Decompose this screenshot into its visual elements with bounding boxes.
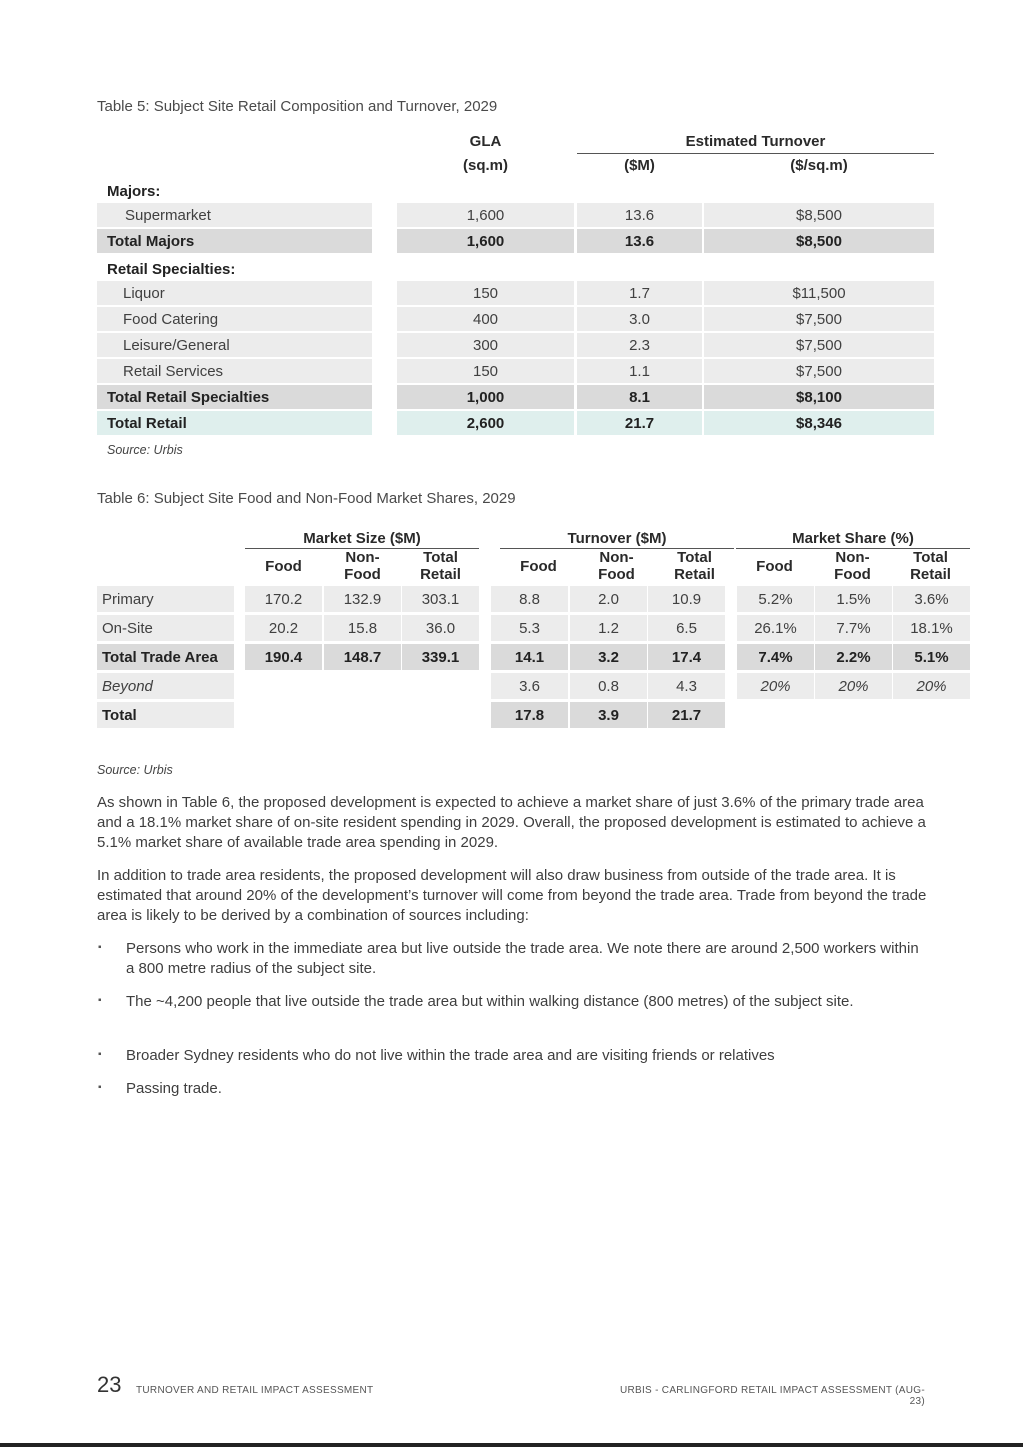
table5-total-specialties-gla: 1,000 (397, 385, 574, 409)
table6-cell: 6.5 (648, 615, 725, 641)
table6-cell: 36.0 (402, 615, 479, 641)
table6-col-total (656, 549, 733, 583)
table5-cell-gla: 150 (397, 359, 574, 383)
page-number: 23 (97, 1372, 122, 1397)
table6-col-nonfood (814, 549, 891, 583)
table6-cell: 26.1% (737, 615, 814, 641)
table6-row-label: Primary (97, 586, 234, 612)
table6-cell: 303.1 (402, 586, 479, 612)
page-bottom-edge (0, 1443, 1023, 1447)
table5-cell-sqm: $11,500 (704, 281, 934, 305)
table5-header-rule (577, 153, 934, 154)
table5-header-gla: GLA (469, 133, 502, 150)
table5-cell-sqm: $7,500 (704, 307, 934, 331)
footer-left: TURNOVER AND RETAIL IMPACT ASSESSMENT (136, 1385, 374, 1396)
table5-total-retail-sqm: $8,346 (704, 411, 934, 435)
bullet-item: Passing trade. (126, 1080, 222, 1097)
table6-cell: 3.6% (893, 586, 970, 612)
table6-cell: 20% (815, 673, 892, 699)
col-line: Retail (674, 566, 715, 583)
table6-cell: 2.0 (570, 586, 647, 612)
table6-group-market-share: Market Share (%) (792, 530, 914, 547)
table6-cell: 8.8 (491, 586, 568, 612)
table5-total-retail-gla: 2,600 (397, 411, 574, 435)
table6-cell: 5.1% (893, 644, 970, 670)
table5-row-label: Leisure/General (97, 333, 372, 357)
table6-source: Source: Urbis (97, 763, 173, 777)
table6-cell: 132.9 (324, 586, 401, 612)
table6-cell: 10.9 (648, 586, 725, 612)
table6-cell: 7.4% (737, 644, 814, 670)
table5-row-label: Supermarket (97, 203, 372, 227)
table6-col-total (402, 549, 479, 583)
table5-cell-gla: 150 (397, 281, 574, 305)
table5-cell-gla: 1,600 (397, 203, 574, 227)
table6-row-label: Total (97, 702, 234, 728)
bullet-item: Broader Sydney residents who do not live within the trade area and are visiting friends or relatives (126, 1047, 775, 1064)
table6-cell: 339.1 (402, 644, 479, 670)
table6-cell: 5.3 (491, 615, 568, 641)
table5-header-turnover-sqm: ($/sq.m) (790, 157, 848, 174)
table6-cell: 2.2% (815, 644, 892, 670)
table6-cell: 15.8 (324, 615, 401, 641)
table6-cell: 17.4 (648, 644, 725, 670)
table6-group-turnover: Turnover ($M) (567, 530, 667, 547)
table5-source: Source: Urbis (107, 443, 183, 457)
table6-cell: 17.8 (491, 702, 568, 728)
col-line: Non- (345, 549, 380, 566)
table5-cell-sqm: $7,500 (704, 359, 934, 383)
table6-cell: 0.8 (570, 673, 647, 699)
table6-col-nonfood (324, 549, 401, 583)
table6-cell: 3.2 (570, 644, 647, 670)
table6-cell: 21.7 (648, 702, 725, 728)
table5-total-retail-m: 21.7 (577, 411, 702, 435)
table5-caption: Table 5: Subject Site Retail Composition and Turnover, 2029 (97, 98, 498, 115)
table5-cell-m: 13.6 (577, 203, 702, 227)
table6-row-label: On-Site (97, 615, 234, 641)
table5-cell-m: 1.1 (577, 359, 702, 383)
table6-cell: 14.1 (491, 644, 568, 670)
table5-cell-gla: 300 (397, 333, 574, 357)
table6-cell: 20% (893, 673, 970, 699)
bullet-marker: ▪ (98, 942, 102, 953)
bullet-item: Persons who work in the immediate area but live outside the trade area. We note there are around 2,500 workers within a 800 metre radius of the subject site. (126, 940, 919, 977)
table5-cell-sqm: $7,500 (704, 333, 934, 357)
table6-cell: 20.2 (245, 615, 322, 641)
col-line: Food (598, 566, 635, 583)
table5-total-retail-label: Total Retail (97, 411, 372, 435)
col-line: Non- (599, 549, 634, 566)
table6-row-label: Total Trade Area (97, 644, 234, 670)
table5-cell-m: 3.0 (577, 307, 702, 331)
paragraph: As shown in Table 6, the proposed development is expected to achieve a market share of just 3.6% of the primary trade area and a 18.1% market share of on-site resident spending in 2029. Overall, the proposed development is estimated to achieve a 5.1% market share of available trade area spending in 2029. (97, 794, 926, 851)
table5-total-majors-gla: 1,600 (397, 229, 574, 253)
col-line: Non- (835, 549, 870, 566)
table6-cell: 148.7 (324, 644, 401, 670)
paragraph: In addition to trade area residents, the proposed development will also draw business from outside of the trade area. It is estimated that around 20% of the development’s turnover will come from beyond the trade area. Trade from beyond the trade area is likely to be derived by a combination of sources including: (97, 867, 927, 924)
table5-header-gla-unit: (sq.m) (463, 157, 508, 174)
table5-row-label: Liquor (97, 281, 372, 305)
table5-specialties-label: Retail Specialties: (107, 260, 236, 278)
table6-col-total (892, 549, 969, 583)
col-line: Total (677, 549, 712, 566)
table6-col-nonfood (578, 549, 655, 583)
table5-cell-sqm: $8,500 (704, 203, 934, 227)
table6-group-market-size: Market Size ($M) (303, 530, 421, 547)
table6-cell: 18.1% (893, 615, 970, 641)
col-line: Retail (420, 566, 461, 583)
table6-cell: 20% (737, 673, 814, 699)
bullet-marker: ▪ (98, 995, 102, 1006)
table6-cell: 4.3 (648, 673, 725, 699)
table6-col-food: Food (756, 558, 793, 575)
bullet-marker: ▪ (98, 1049, 102, 1060)
col-line: Total (913, 549, 948, 566)
table5-total-specialties-m: 8.1 (577, 385, 702, 409)
table6-col-food: Food (520, 558, 557, 575)
table6-cell: 190.4 (245, 644, 322, 670)
table6-cell: 3.6 (491, 673, 568, 699)
table5-total-specialties-label: Total Retail Specialties (97, 385, 372, 409)
table5-cell-m: 1.7 (577, 281, 702, 305)
col-line: Food (344, 566, 381, 583)
col-line: Food (834, 566, 871, 583)
table5-row-label: Food Catering (97, 307, 372, 331)
table5-row-label: Retail Services (97, 359, 372, 383)
table6-cell: 1.2 (570, 615, 647, 641)
table6-row-label: Beyond (97, 673, 234, 699)
table5-total-specialties-sqm: $8,100 (704, 385, 934, 409)
col-line: Total (423, 549, 458, 566)
footer-right: URBIS - CARLINGFORD RETAIL IMPACT ASSESSMENT (AUG-23) (619, 1385, 925, 1407)
table5-header-turnover-m: ($M) (624, 157, 655, 174)
table5-total-majors-sqm: $8,500 (704, 229, 934, 253)
col-line: Retail (910, 566, 951, 583)
table5-total-majors-m: 13.6 (577, 229, 702, 253)
table5-cell-gla: 400 (397, 307, 574, 331)
table6-cell: 170.2 (245, 586, 322, 612)
table6-cell: 3.9 (570, 702, 647, 728)
table6-cell: 7.7% (815, 615, 892, 641)
table6-cell: 5.2% (737, 586, 814, 612)
table5-majors-label: Majors: (107, 182, 161, 200)
bullet-item: The ~4,200 people that live outside the trade area but within walking distance (800 metres) of the subject site. (126, 993, 854, 1010)
bullet-marker: ▪ (98, 1082, 102, 1093)
table5-total-majors-label: Total Majors (97, 229, 372, 253)
table6-cell: 1.5% (815, 586, 892, 612)
table6-caption: Table 6: Subject Site Food and Non-Food Market Shares, 2029 (97, 490, 516, 507)
table5-cell-m: 2.3 (577, 333, 702, 357)
table6-col-food: Food (265, 558, 302, 575)
table5-header-turnover: Estimated Turnover (685, 133, 826, 150)
